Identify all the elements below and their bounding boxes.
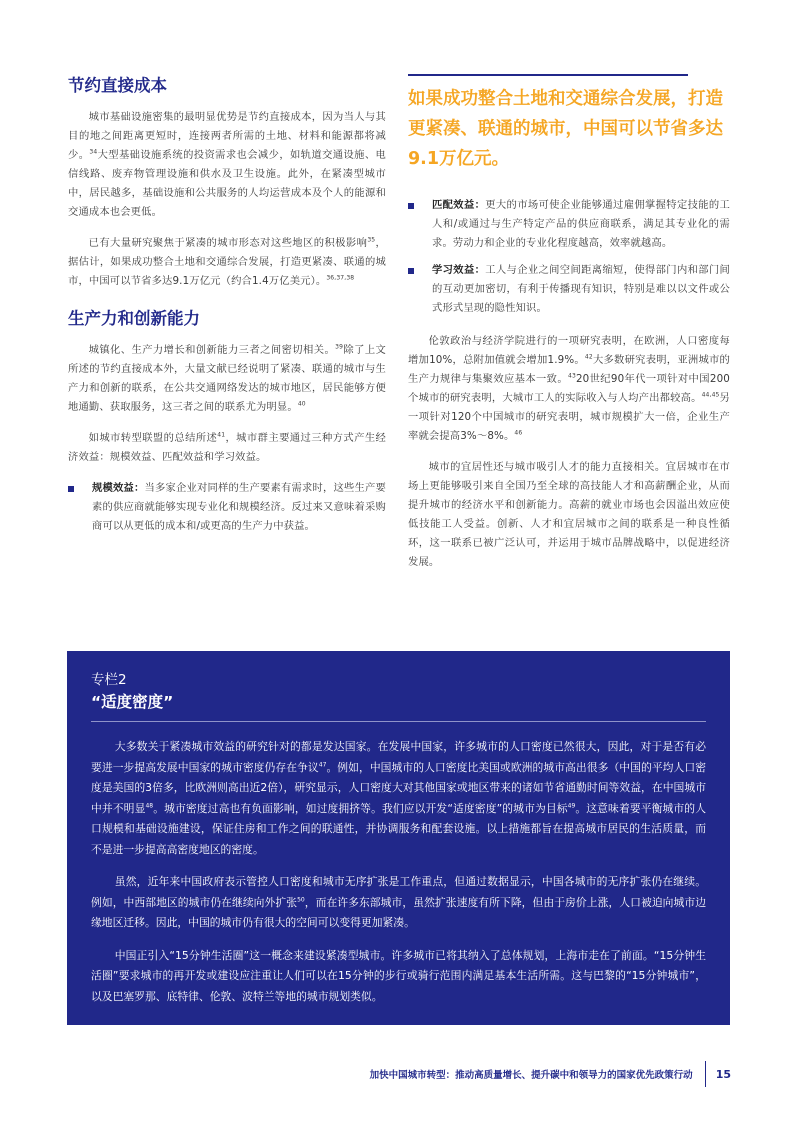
- footnote-ref: 39: [335, 343, 344, 351]
- text: 伦敦政治与经济学院进行的一项研究表明，在欧洲，人口密度每增加10%，总附加值就会增加1.9%。: [408, 334, 730, 366]
- pull-quote: 如果成功整合土地和交通综合发展，打造更紧凑、联通的城市，中国可以节省多达9.1万亿元。: [408, 88, 723, 169]
- box-kicker: 专栏2: [91, 672, 127, 688]
- box-paragraph: [91, 737, 706, 860]
- text: 虽然，近年来中国政府表示管控人口密度和城市无序扩张是工作重点，但通过数据显示，中国各城市的无序扩张仍在继续。例如，中西部地区的城市仍在继续向外扩张: [91, 875, 706, 909]
- square-bullet-icon: [68, 486, 74, 492]
- bullet-list: [408, 196, 730, 318]
- text: 大多数关于紧凑城市效益的研究针对的都是发达国家。在发展中国家，许多城市的人口密度已然很大，因此，对于是否有必要进一步提高发展中国家的城市密度仍存在争议: [91, 740, 706, 774]
- text: 除了上文所述的节约直接成本外，大量文献已经说明了紧凑、联通的城市与生产力和创新的联系，在公共交通网络发达的城市地区，居民能够方便地通勤、获取服务，这三者之间的联系尤为明显。: [68, 344, 386, 413]
- footnote-ref: 35: [367, 236, 376, 244]
- text: 城市基础设施密集的最明显优势是节约直接成本，因为当人与其目的地之间距离更短时，连接两者所需的土地、材料和能源都将减少。: [68, 111, 386, 161]
- box-body: [91, 737, 706, 1019]
- left-column: [68, 74, 386, 544]
- text: 大型基础设施系统的投资需求也会减少，如轨道交通设施、电信线路、废弃物管理设施和供水及卫生设施。此外，在紧凑型城市中，居民越多，基础设施和公共服务的人均运营成本及个人的能源和交通成本也会更低。: [68, 149, 386, 218]
- footnote-ref: 36,37,38: [326, 274, 355, 282]
- section-title-direct-costs: 节约直接成本: [68, 76, 167, 95]
- text: 如城市转型联盟的总结所述: [88, 432, 218, 444]
- paragraph: [68, 108, 386, 222]
- footnote-ref: 41: [217, 431, 226, 439]
- bullet-item: [68, 479, 386, 536]
- square-bullet-icon: [408, 268, 414, 274]
- sidebar-box-moderate-density: [67, 651, 730, 1025]
- footnote-ref: 43: [568, 372, 576, 380]
- paragraph: [68, 234, 386, 291]
- bullet-item: [408, 196, 730, 253]
- text: ，而在许多东部城市，虽然扩张速度有所下降，但由于房价上涨，人口被迫向城市边缘地区迁移。因此，中国的城市仍有很大的空间可以变得更加紧凑。: [91, 895, 707, 929]
- paragraph: [68, 429, 386, 467]
- bullet-text: 工人与企业之间空间距离缩短，使得部门内和部门间的互动更加密切，有利于传播现有知识，特别是难以以文件或公式形式呈现的隐性知识。: [432, 263, 730, 314]
- square-bullet-icon: [408, 203, 414, 209]
- bullet-item: [408, 261, 730, 318]
- box-divider: [91, 721, 706, 722]
- footer-title: 加快中国城市转型：推动高质量增长、提升碳中和领导力的国家优先政策行动: [369, 1070, 693, 1081]
- bullet-term: 学习效益：: [432, 263, 486, 276]
- box-paragraph: [91, 872, 706, 934]
- footnote-ref: 50: [297, 895, 305, 903]
- text: 。例如，中国城市的人口密度比美国或欧洲的城市高出很多（中国的平均人口密度是美国的3倍多，比欧洲则高出近2倍），研究显示，人口密度大对其他国家或地区带来的诸如节省通勤时间等效益，在中国城市中并不明显: [91, 760, 707, 815]
- footnote-ref: 48: [145, 801, 154, 809]
- bullet-term: 匹配效益：: [432, 198, 486, 211]
- bullet-text: 当多家企业对同样的生产要素有需求时，这些生产要素的供应商就能够实现专业化和规模经济。反过来又意味着采购商可以从更低的成本和/或更高的生产力中获益。: [92, 482, 387, 532]
- text: 。这意味着要平衡城市的人口规模和基础设施建设，保证住房和工作之间的联通性，并协调服务和配套设施。以上措施都旨在提高城市居民的生活质量，而不是进一步提高高密度地区的密度。: [91, 801, 707, 856]
- paragraph: [408, 332, 730, 446]
- footer-divider: [705, 1061, 706, 1087]
- text: ，据估计，如果成功整合土地和交通综合发展，打造更紧凑、联通的城市，中国可以节省多达9.1万亿元（约合1.4万亿美元）。: [68, 237, 386, 287]
- footnote-ref: 46: [514, 429, 523, 437]
- text: 城镇化、生产力增长和创新能力三者之间密切相关。: [88, 344, 336, 356]
- box-paragraph: 中国正引入“15分钟生活圈”这一概念来建设紧凑型城市。许多城市已将其纳入了总体规划，上海市走在了前面。“15分钟生活圈”要求城市的再开发或建设应注重让人们可以在15分钟的步行或骑行范围内满足基本生活所需。这与巴黎的“15分钟城市”，以及巴塞罗那、底特律、伦敦、波特兰等地的城市规划类似。: [91, 948, 706, 1003]
- text: 20世纪90年代一项针对中国200个城市的研究表明，大城市工人的实际收入与人均产出都较高。: [408, 372, 730, 404]
- footnote-ref: 47: [318, 760, 327, 768]
- text: 大多数研究表明，亚洲城市的生产力规律与集聚效应基本一致。: [408, 353, 730, 385]
- bullet-list: [68, 479, 386, 536]
- footnote-ref: 42: [584, 353, 593, 361]
- footnote-ref: 34: [89, 148, 98, 156]
- footnote-ref: 49: [567, 801, 576, 809]
- bullet-text: 更大的市场可使企业能够通过雇佣掌握特定技能的工人和/或通过与生产特定产品的供应商联系，满足其专业化的需求。劳动力和企业的专业化程度越高，效率就越高。: [432, 198, 730, 249]
- right-column: [408, 74, 730, 584]
- text: ，城市群主要通过三种方式产生经济效益：规模效益、匹配效益和学习效益。: [68, 432, 386, 463]
- box-title: “适度密度”: [91, 693, 174, 711]
- section-title-productivity: 生产力和创新能力: [68, 309, 200, 328]
- footnote-ref: 44,45: [701, 391, 720, 399]
- bullet-term: 规模效益：: [92, 482, 145, 494]
- paragraph: [68, 341, 386, 417]
- pull-quote-rule: [408, 74, 688, 76]
- page-number: 15: [715, 1067, 731, 1081]
- text: 另一项针对120个中国城市的研究表明，城市规模扩大一倍，企业生产率就会提高3%～8%。: [408, 391, 731, 442]
- text: 。城市密度过高也有负面影响，如过度拥挤等。我们应以开发“适度密度”的城市为目标: [153, 801, 568, 815]
- paragraph: 城市的宜居性还与城市吸引人才的能力直接相关。宜居城市在市场上更能够吸引来自全国乃至全球的高技能人才和高薪酬企业，从而提升城市的经济水平和创新能力。高薪的就业市场也会因溢出效应使低技能工人受益。创新、人才和宜居城市之间的联系是一种良性循环，这一联系已被广泛认可，并运用于城市品牌战略中，以促进经济发展。: [408, 460, 730, 568]
- footnote-ref: 40: [297, 400, 306, 408]
- text: 已有大量研究聚焦于紧凑的城市形态对这些地区的积极影响: [88, 237, 368, 249]
- page-footer: [370, 1061, 731, 1087]
